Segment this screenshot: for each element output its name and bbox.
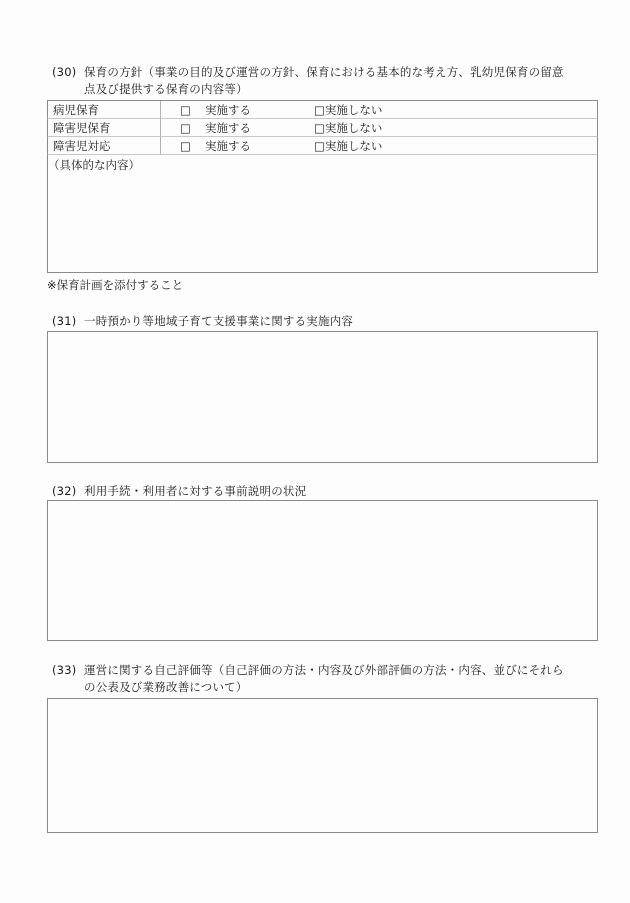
section-31-number: (31) xyxy=(52,314,77,328)
section-30-detail-field[interactable] xyxy=(47,154,598,273)
table-row-disabled-child-support xyxy=(47,136,598,154)
option-implement-label: 実施する xyxy=(205,102,251,117)
checkbox-implement[interactable]: □ xyxy=(180,120,191,135)
section-32-field[interactable] xyxy=(47,500,598,641)
checkbox-implement[interactable]: □ xyxy=(180,102,191,117)
row-label: 障害児保育 xyxy=(48,119,161,136)
section-30-title-line2: 点及び提供する保育の内容等） xyxy=(84,82,248,96)
section-32-heading xyxy=(52,483,306,500)
section-33-heading xyxy=(52,662,564,696)
detail-label: （具体的な内容） xyxy=(48,158,140,172)
table-row-disabled-child-care xyxy=(47,118,598,136)
section-31-title: 一時預かり等地域子育て支援事業に関する実施内容 xyxy=(84,314,354,328)
section-33-field[interactable] xyxy=(47,698,598,833)
option-implement-label: 実施する xyxy=(205,120,251,135)
section-33-title-line1: 運営に関する自己評価等（自己評価の方法・内容及び外部評価の方法・内容、並びにそれら xyxy=(84,663,564,677)
section-30-title-line1: 保育の方針（事業の目的及び運営の方針、保育における基本的な考え方、乳幼児保育の留意 xyxy=(84,65,564,79)
section-30-number: (30) xyxy=(52,65,77,79)
childcare-policy-table xyxy=(47,100,598,273)
section-33-number: (33) xyxy=(52,663,77,677)
section-33-title-line2: の公表及び業務改善について） xyxy=(84,680,248,694)
row-label: 障害児対応 xyxy=(48,137,161,154)
attachment-note: ※保育計画を添付すること xyxy=(47,278,184,292)
row-label: 病児保育 xyxy=(48,101,161,118)
checkbox-not-implement[interactable]: □実施しない xyxy=(314,102,383,117)
section-32-number: (32) xyxy=(52,484,77,498)
section-31-field[interactable] xyxy=(47,331,598,463)
checkbox-not-implement[interactable]: □実施しない xyxy=(314,138,383,153)
checkbox-not-implement[interactable]: □実施しない xyxy=(314,120,383,135)
option-implement-label: 実施する xyxy=(205,138,251,153)
table-row-sick-child-care xyxy=(47,100,598,118)
section-31-heading xyxy=(52,313,353,330)
checkbox-implement[interactable]: □ xyxy=(180,138,191,153)
section-30-heading xyxy=(52,64,564,98)
section-32-title: 利用手続・利用者に対する事前説明の状況 xyxy=(84,484,307,498)
